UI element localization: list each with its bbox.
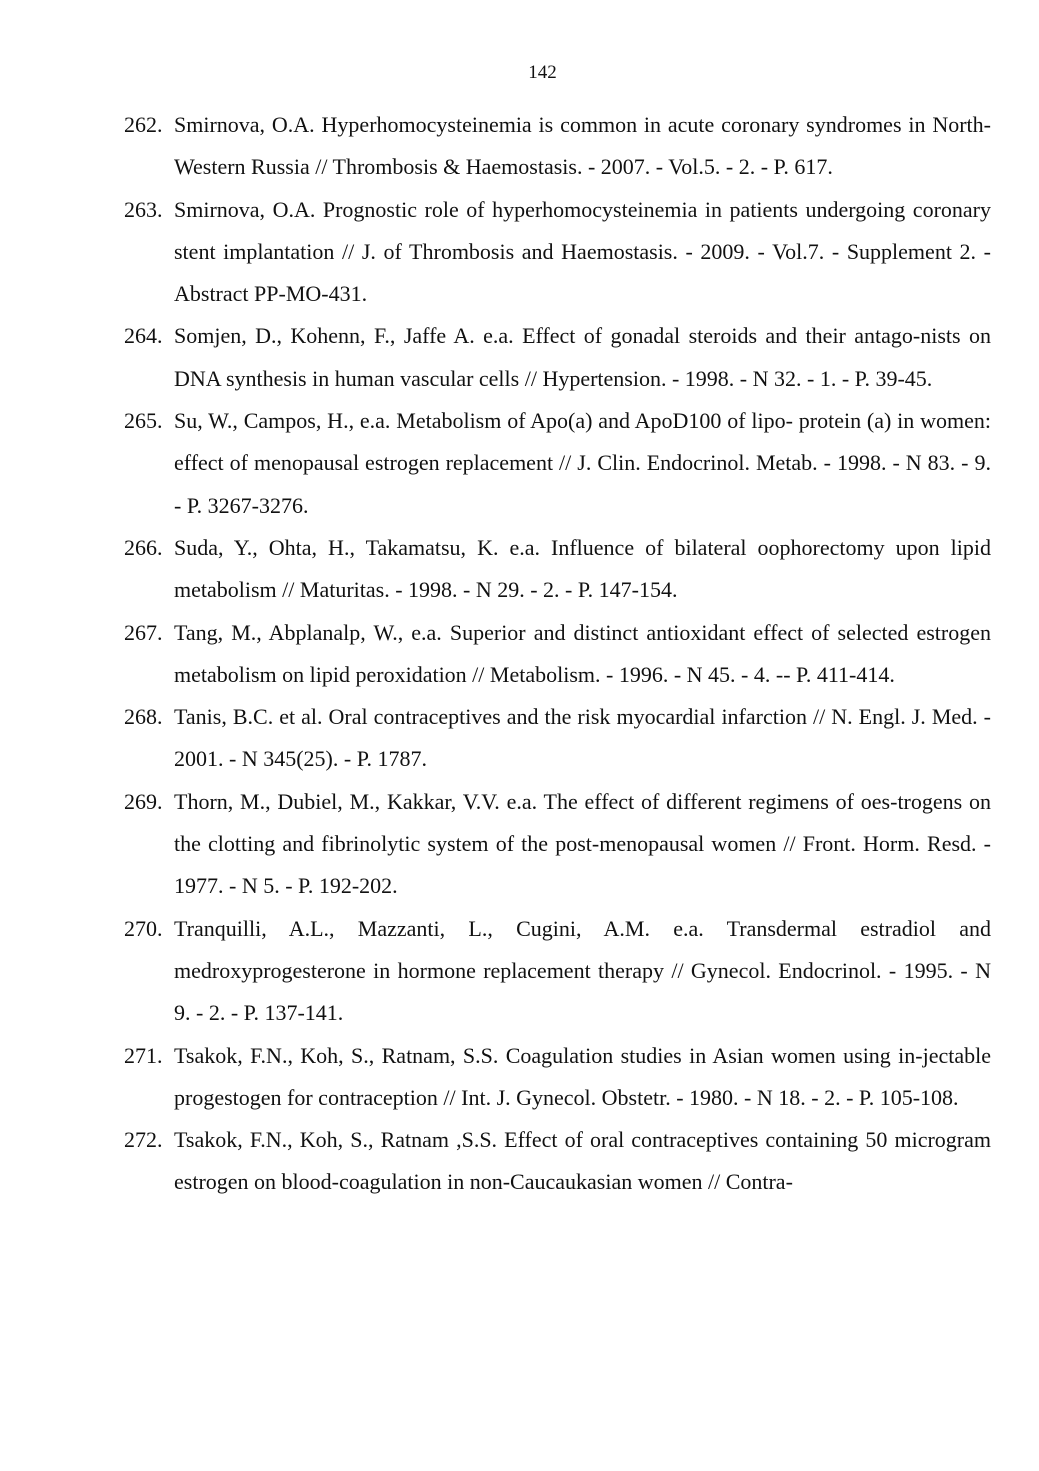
reference-text: Somjen, D., Kohenn, F., Jaffe A. e.a. Effect of gonadal steroids and their antago-nists on DNA synthesis in human vascular cells // Hypertension. - 1998. - N 32. - 1. - P. 39-45.: [174, 323, 991, 391]
page-number: 142: [528, 62, 557, 83]
reference-number: 269.: [124, 788, 163, 814]
reference-item: [124, 189, 991, 316]
reference-item: [124, 1035, 991, 1120]
reference-list: [124, 104, 991, 1204]
reference-item: [124, 908, 991, 1035]
reference-number: 271.: [124, 1042, 163, 1068]
reference-item: [124, 527, 991, 612]
reference-text: Tang, M., Abplanalp, W., e.a. Superior and distinct antioxidant effect of selected estrogen metabolism on lipid peroxidation // Metabolism. - 1996. - N 45. - 4. -- P. 411-414.: [174, 619, 991, 687]
reference-number: 267.: [124, 619, 163, 645]
reference-item: [124, 781, 991, 908]
reference-item: [124, 400, 991, 527]
reference-text: Tanis, B.C. et al. Oral contraceptives and the risk myocardial infarction // N. Engl. J. Med. - 2001. - N 345(25). - P. 1787.: [174, 704, 991, 772]
reference-text: Suda, Y., Ohta, H., Takamatsu, K. e.a. Influence of bilateral oophorectomy upon lipid metabolism // Maturitas. - 1998. - N 29. - 2. - P. 147-154.: [174, 534, 991, 603]
reference-number: 268.: [124, 704, 163, 730]
reference-number: 263.: [124, 196, 163, 222]
reference-text: Tsakok, F.N., Koh, S., Ratnam ,S.S. Effect of oral contraceptives containing 50 microgram estrogen on blood-coagulation in non-Caucaukasian women // Contra-: [174, 1127, 991, 1195]
reference-text: Thorn, M., Dubiel, M., Kakkar, V.V. e.a. The effect of different regimens of oes-trogens on the clotting and fibrinolytic system of the post-menopausal women // Front. Horm. Resd. - 1977. - N 5. - P. 192-202.: [174, 788, 991, 899]
reference-item: [124, 696, 991, 781]
reference-number: 262.: [124, 112, 163, 137]
reference-number: 266.: [124, 534, 163, 560]
reference-number: 265.: [124, 408, 163, 434]
reference-text: Su, W., Campos, H., e.a. Metabolism of Apo(a) and ApoD100 of lipo- protein (a) in women: effect of menopausal estrogen replacement // J. Clin. Endocrinol. Metab. - 1998. - N 83. - 9. - P. 3267-3276.: [174, 408, 991, 518]
reference-number: 270.: [124, 915, 163, 941]
reference-item: [124, 612, 991, 697]
reference-text: Tsakok, F.N., Koh, S., Ratnam, S.S. Coagulation studies in Asian women using in-jectable progestogen for contraception // Int. J. Gynecol. Obstetr. - 1980. - N 18. - 2. - P. 105-108.: [174, 1042, 991, 1110]
reference-text: Smirnova, O.A. Prognostic role of hyperhomocysteinemia in patients undergoing coronary stent implantation // J. of Thrombosis and Haemostasis. - 2009. - Vol.7. - Supplement 2. - Abstract PP-MO-431.: [174, 196, 991, 307]
reference-item: [124, 104, 991, 189]
reference-number: 264.: [124, 323, 163, 349]
reference-text: Smirnova, O.A. Hyperhomocysteinemia is common in acute coronary syndromes in North-Western Russia // Thrombosis & Haemostasis. - 2007. - Vol.5. - 2. - P. 617.: [174, 112, 991, 180]
reference-text: Tranquilli, A.L., Mazzanti, L., Cugini, A.M. e.a. Transdermal estradiol and medroxyprogesterone in hormone replacement therapy // Gynecol. Endocrinol. - 1995. - N 9. - 2. - P. 137-141.: [174, 915, 991, 1026]
reference-item: [124, 1119, 991, 1204]
reference-number: 272.: [124, 1127, 163, 1153]
reference-item: [124, 315, 991, 400]
